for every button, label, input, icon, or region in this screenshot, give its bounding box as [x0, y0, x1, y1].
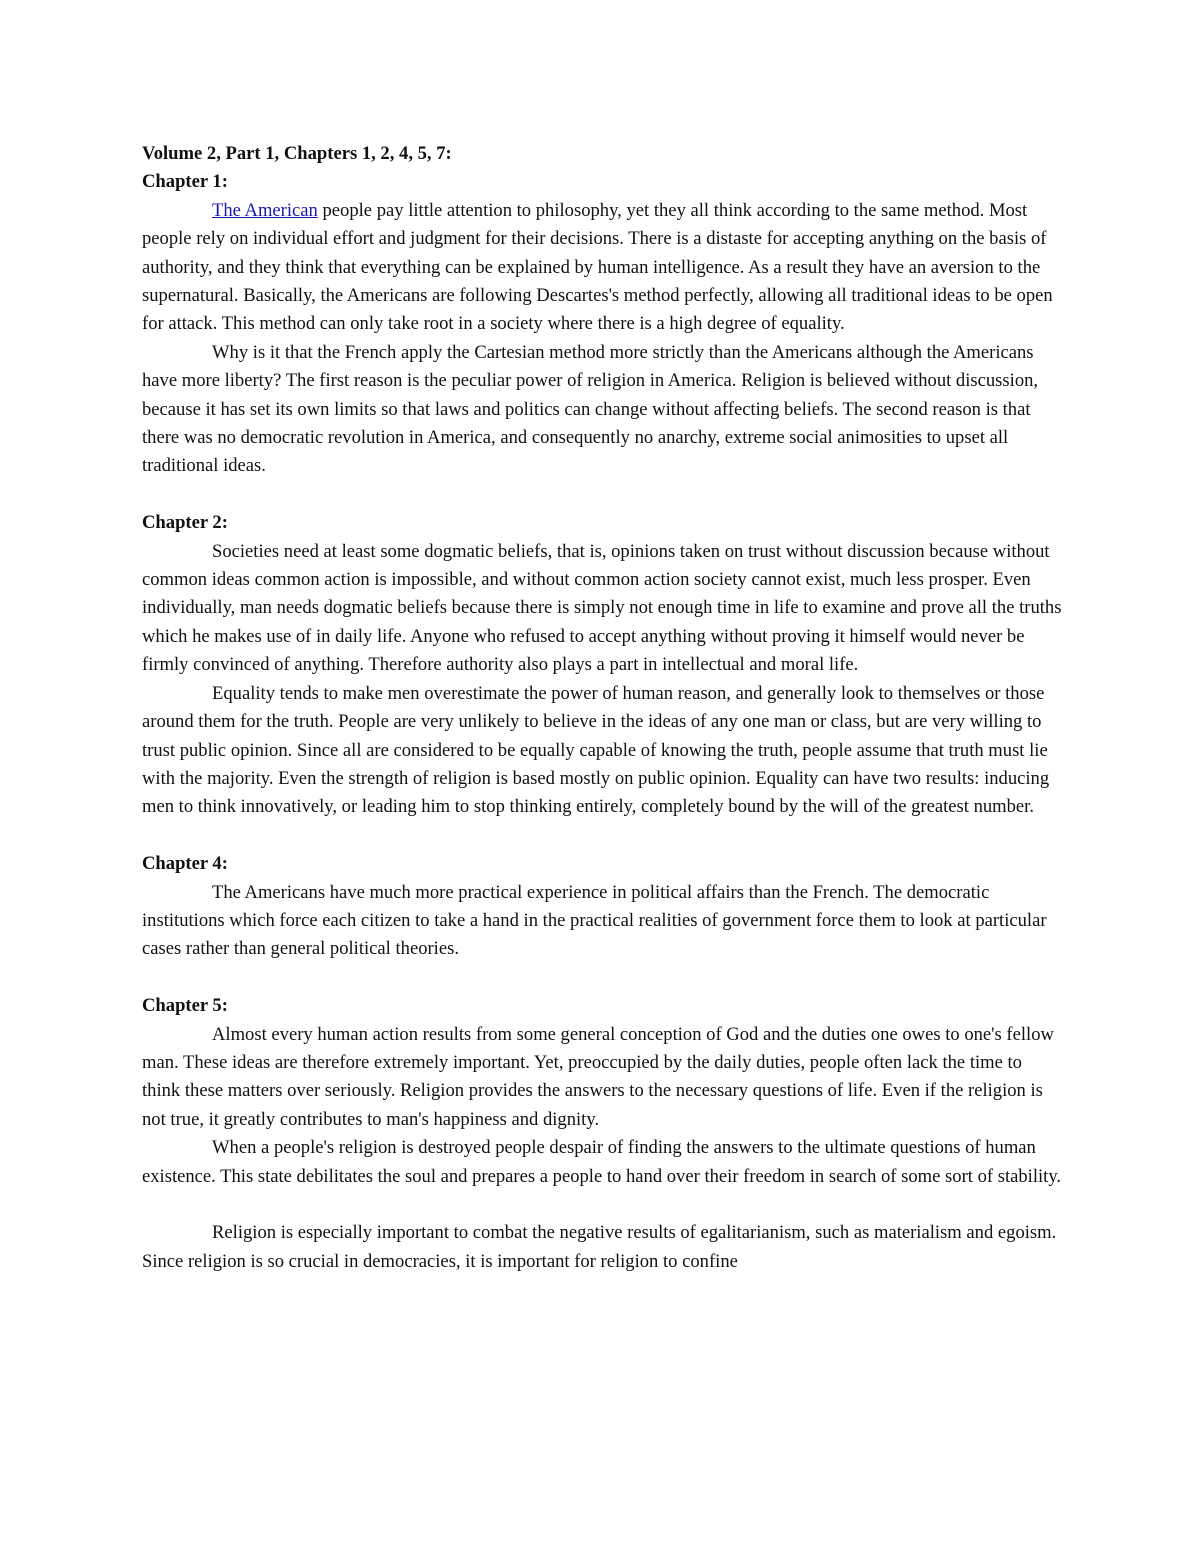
- chapter-4-paragraph-1: The Americans have much more practical experience in political affairs than the French. The democratic institutions which force each citizen to take a hand in the practical realities of government force them to look at particular cases rather than general political theories.: [142, 881, 1047, 960]
- chapter-5-section: [142, 992, 1062, 1276]
- chapter-1-section: [142, 168, 1062, 480]
- chapter-5-paragraph-1: Almost every human action results from some general conception of God and the duties one owes to one's fellow man. These ideas are therefore extremely important. Yet, preoccupied by the daily duties, people often lack the time to think these matters over seriously. Religion provides the answers to the necessary questions of life. Even if the religion is not true, it greatly contributes to man's happiness and dignity.: [142, 1023, 1054, 1130]
- document-title: Volume 2, Part 1, Chapters 1, 2, 4, 5, 7:: [142, 143, 452, 164]
- chapter-1-paragraph-2: Why is it that the French apply the Cartesian method more strictly than the Americans although the Americans have more liberty? The first reason is the peculiar power of religion in America. Religion is believed without discussion, because it has set its own limits so that laws and politics can change without affecting beliefs. The second reason is that there was no democratic revolution in America, and consequently no anarchy, extreme social animosities to upset all traditional ideas.: [142, 341, 1039, 477]
- the-american-link[interactable]: The American: [212, 199, 318, 221]
- chapter-2-heading: Chapter 2:: [142, 512, 228, 534]
- chapter-1-paragraph-1-text: people pay little attention to philosophy, yet they all think according to the same method. Most people rely on individual effort and judgment for their decisions. There is a distaste for accepting anything on the basis of authority, and they think that everything can be explained by human intelligence. As a result they have an aversion to the supernatural. Basically, the Americans are following Descartes's method perfectly, allowing all traditional ideas to be open for attack. This method can only take root in a society where there is a high degree of equality.: [142, 199, 1053, 335]
- chapter-1-paragraph-1: [142, 197, 1062, 339]
- chapter-5-paragraph-2: When a people's religion is destroyed people despair of finding the answers to the ultimate questions of human existence. This state debilitates the soul and prepares a people to hand over their freedom in search of some sort of stability.: [142, 1137, 1062, 1187]
- document-page: [142, 140, 1062, 1276]
- chapter-4-section: [142, 850, 1062, 964]
- chapter-1-heading: Chapter 1:: [142, 171, 228, 193]
- chapter-2-section: [142, 509, 1062, 821]
- chapter-2-paragraph-2: Equality tends to make men overestimate the power of human reason, and generally look to themselves or those around them for the truth. People are very unlikely to believe in the ideas of any one man or class, but are very willing to trust public opinion. Since all are considered to be equally capable of knowing the truth, people assume that truth must lie with the majority. Even the strength of religion is based mostly on public opinion. Equality can have two results: inducing men to think innovatively, or leading him to stop thinking entirely, completely bound by the will of the greatest number.: [142, 682, 1050, 818]
- chapter-2-paragraph-1: Societies need at least some dogmatic beliefs, that is, opinions taken on trust without discussion because without common ideas common action is impossible, and without common action society cannot exist, much less prosper. Even individually, man needs dogmatic beliefs because there is simply not enough time in life to examine and prove all the truths which he makes use of in daily life. Anyone who refused to accept anything without proving it himself would never be firmly convinced of anything. Therefore authority also plays a part in intellectual and moral life.: [142, 540, 1062, 676]
- chapter-5-heading: Chapter 5:: [142, 995, 228, 1017]
- chapter-4-heading: Chapter 4:: [142, 853, 228, 875]
- chapter-5-paragraph-3: Religion is especially important to combat the negative results of egalitarianism, such as materialism and egoism. Since religion is so crucial in democracies, it is important for religion to confine: [142, 1222, 1057, 1272]
